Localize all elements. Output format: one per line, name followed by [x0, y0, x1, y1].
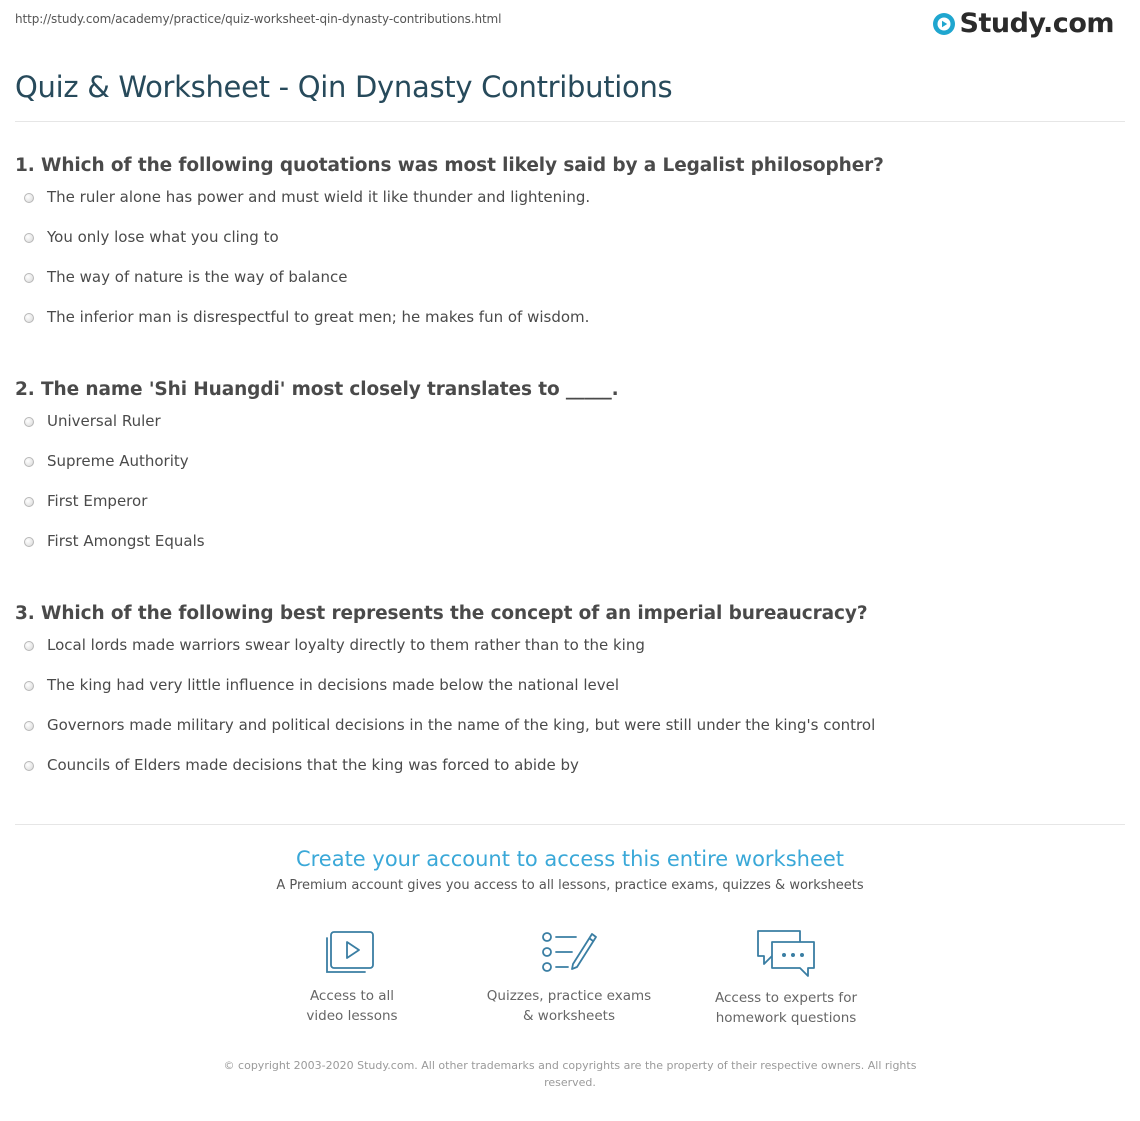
- feature-label: Access to experts for homework questions: [714, 990, 857, 1026]
- answer-option[interactable]: [15, 675, 1125, 715]
- answer-option[interactable]: [15, 755, 1125, 795]
- copyright-text: © copyright 2003-2020 Study.com. All other trademarks and copyrights are the property of their respective owners. All rights reserved.: [223, 1059, 917, 1089]
- radio-button-icon[interactable]: [24, 681, 34, 691]
- answer-option[interactable]: [15, 411, 1125, 451]
- question-1: [15, 155, 1125, 336]
- feature-label: Quizzes, practice exams & worksheets: [486, 988, 652, 1024]
- answer-label: The inferior man is disrespectful to great men; he makes fun of wisdom.: [47, 308, 590, 326]
- radio-button-icon[interactable]: [24, 273, 34, 283]
- answer-label: The way of nature is the way of balance: [47, 268, 348, 286]
- answer-option[interactable]: [15, 491, 1125, 531]
- answer-label: Universal Ruler: [47, 412, 161, 430]
- radio-button-icon[interactable]: [24, 313, 34, 323]
- radio-button-icon[interactable]: [24, 417, 34, 427]
- answer-label: First Amongst Equals: [47, 532, 205, 550]
- radio-button-icon[interactable]: [24, 721, 34, 731]
- create-account-link[interactable]: Create your account to access this entire worksheet: [295, 847, 845, 871]
- radio-button-icon[interactable]: [24, 537, 34, 547]
- radio-button-icon[interactable]: [24, 193, 34, 203]
- answer-label: Governors made military and political decisions in the name of the king, but were still under the king's control: [47, 716, 876, 734]
- answer-label: Local lords made warriors swear loyalty directly to them rather than to the king: [47, 636, 645, 654]
- answer-list: [15, 187, 1125, 347]
- answer-label: Councils of Elders made decisions that the king was forced to abide by: [47, 756, 579, 774]
- answer-option[interactable]: [15, 715, 1125, 755]
- question-text: 3. Which of the following best represents the concept of an imperial bureaucracy?: [15, 603, 868, 624]
- question-3: [15, 603, 1125, 784]
- section-divider: [15, 824, 1125, 825]
- question-text: 1. Which of the following quotations was most likely said by a Legalist philosopher?: [15, 155, 884, 176]
- answer-option[interactable]: [15, 187, 1125, 227]
- answer-label: You only lose what you cling to: [47, 228, 279, 246]
- page-url: http://study.com/academy/practice/quiz-worksheet-qin-dynasty-contributions.html: [15, 12, 502, 26]
- radio-button-icon[interactable]: [24, 641, 34, 651]
- radio-button-icon[interactable]: [24, 457, 34, 467]
- chat-bubbles-icon: [754, 928, 818, 978]
- answer-label: The ruler alone has power and must wield it like thunder and lightening.: [47, 188, 591, 206]
- page-title: Quiz & Worksheet - Qin Dynasty Contributions: [15, 70, 673, 104]
- answer-label: First Emperor: [47, 492, 148, 510]
- quiz-checklist-icon: [540, 928, 598, 976]
- study-logo[interactable]: [932, 8, 1114, 39]
- answer-label: The king had very little influence in decisions made below the national level: [47, 676, 620, 694]
- question-text: 2. The name 'Shi Huangdi' most closely translates to _____.: [15, 379, 619, 400]
- answer-option[interactable]: [15, 451, 1125, 491]
- radio-button-icon[interactable]: [24, 233, 34, 243]
- answer-option[interactable]: [15, 635, 1125, 675]
- cta-subtitle: A Premium account gives you access to all lessons, practice exams, quizzes & worksheets: [276, 878, 864, 893]
- logo-text: Study.com: [959, 8, 1114, 39]
- feature-label: Access to all video lessons: [306, 988, 398, 1024]
- play-circle-icon: [932, 12, 956, 36]
- answer-list: [15, 635, 1125, 795]
- answer-list: [15, 411, 1125, 571]
- answer-option[interactable]: [15, 227, 1125, 267]
- answer-option[interactable]: [15, 531, 1125, 571]
- answer-option[interactable]: [15, 267, 1125, 307]
- feature-experts: [686, 928, 886, 1028]
- radio-button-icon[interactable]: [24, 497, 34, 507]
- feature-video-lessons: [252, 928, 452, 1026]
- title-divider: [15, 121, 1125, 122]
- radio-button-icon[interactable]: [24, 761, 34, 771]
- answer-option[interactable]: [15, 307, 1125, 347]
- answer-label: Supreme Authority: [47, 452, 189, 470]
- question-2: [15, 379, 1125, 560]
- feature-quizzes: [469, 928, 669, 1026]
- video-lesson-icon: [325, 928, 379, 976]
